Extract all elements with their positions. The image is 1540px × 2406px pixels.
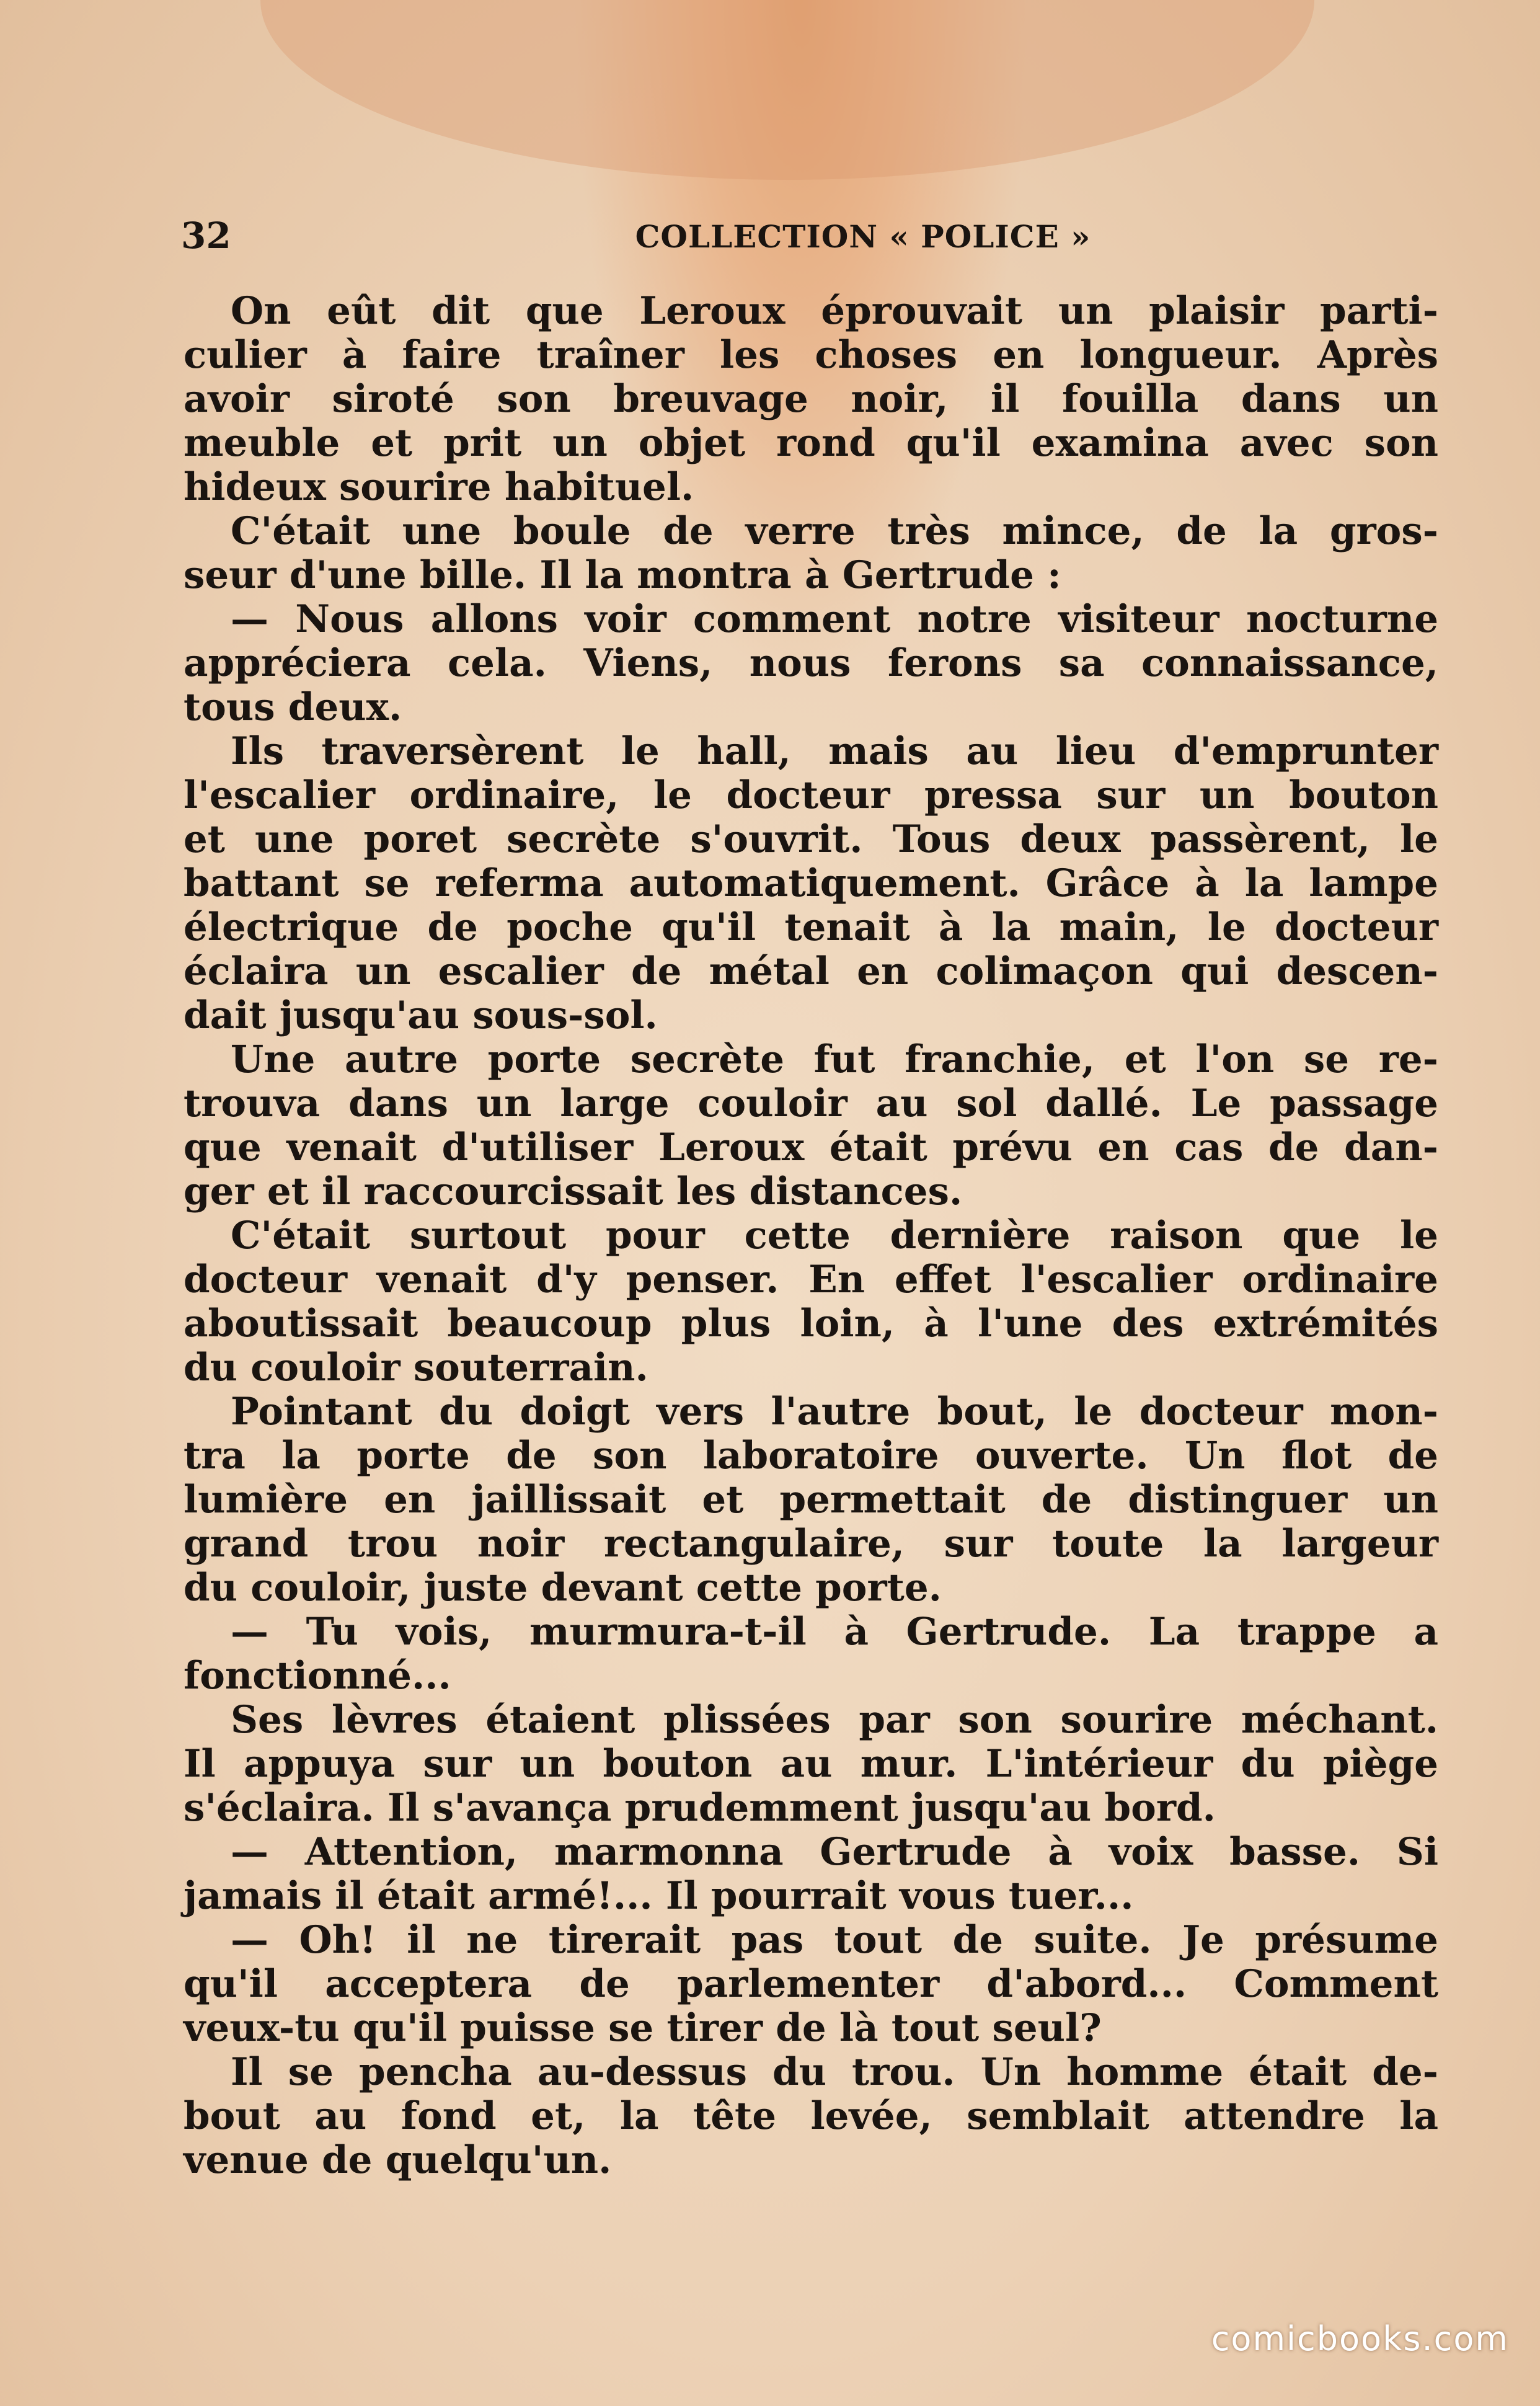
text-line: fonctionné... — [184, 1654, 451, 1698]
text-line: veux-tu qu'il puisse se tirer de là tout seul? — [184, 2006, 1102, 2050]
text-line: Une autre porte secrète fut franchie, et l'on se re- — [231, 1037, 1438, 1081]
text-line: bout au fond et, la tête levée, semblait attendre la — [184, 2094, 1438, 2138]
text-line: et une poret secrète s'ouvrit. Tous deux passèrent, le — [184, 817, 1438, 861]
text-line: du couloir, juste devant cette porte. — [184, 1566, 942, 1610]
text-line: avoir siroté son breuvage noir, il fouilla dans un — [184, 377, 1438, 421]
text-line: grand trou noir rectangulaire, sur toute la largeur — [184, 1522, 1438, 1566]
text-line: tous deux. — [184, 685, 402, 729]
text-line: dait jusqu'au sous-sol. — [184, 993, 658, 1037]
text-line: s'éclaira. Il s'avança prudemment jusqu'au bord. — [184, 1786, 1216, 1830]
text-line: qu'il acceptera de parlementer d'abord... Comment — [184, 1962, 1438, 2006]
text-line: trouva dans un large couloir au sol dallé. Le passage — [184, 1081, 1438, 1125]
text-line: venue de quelqu'un. — [184, 2138, 612, 2182]
text-line: tra la porte de son laboratoire ouverte. Un flot de — [184, 1434, 1438, 1478]
text-line: — Nous allons voir comment notre visiteur nocturne — [231, 597, 1438, 641]
text-line: seur d'une bille. Il la montra à Gertrude : — [184, 553, 1061, 597]
text-line: — Attention, marmonna Gertrude à voix basse. Si — [231, 1830, 1438, 1874]
text-line: appréciera cela. Viens, nous ferons sa connaissance, — [184, 641, 1438, 685]
text-line: — Oh! il ne tirerait pas tout de suite. Je présume — [231, 1918, 1438, 1962]
page-number: 32 — [181, 215, 231, 257]
text-line: Il se pencha au-dessus du trou. Un homme était de- — [231, 2050, 1438, 2094]
text-line: battant se referma automatiquement. Grâce à la lampe — [184, 861, 1438, 905]
watermark: comicbooks.com — [1211, 2319, 1509, 2358]
text-line: jamais il était armé!... Il pourrait vous tuer... — [184, 1874, 1134, 1918]
text-line: docteur venait d'y penser. En effet l'escalier ordinaire — [184, 1258, 1438, 1302]
page-header — [181, 211, 1440, 260]
text-line: aboutissait beaucoup plus loin, à l'une des extrémités — [184, 1302, 1438, 1346]
text-line: Ils traversèrent le hall, mais au lieu d'emprunter — [231, 729, 1438, 773]
text-line: hideux sourire habituel. — [184, 465, 694, 509]
text-line: On eût dit que Leroux éprouvait un plaisir parti- — [231, 289, 1438, 333]
text-line: l'escalier ordinaire, le docteur pressa sur un bouton — [184, 773, 1438, 817]
text-line: ger et il raccourcissait les distances. — [184, 1170, 963, 1214]
text-body — [184, 289, 1438, 2182]
text-line: C'était surtout pour cette dernière raison que le — [231, 1214, 1438, 1258]
running-title: COLLECTION « POLICE » — [635, 218, 1091, 255]
text-line: lumière en jaillissait et permettait de distinguer un — [184, 1478, 1438, 1522]
text-line: Il appuya sur un bouton au mur. L'intérieur du piège — [184, 1742, 1438, 1786]
text-line: C'était une boule de verre très mince, de la gros- — [231, 509, 1438, 553]
text-line: culier à faire traîner les choses en longueur. Après — [184, 333, 1438, 377]
text-line: éclaira un escalier de métal en colimaçon qui descen- — [184, 949, 1438, 993]
text-line: du couloir souterrain. — [184, 1346, 648, 1390]
text-line: que venait d'utiliser Leroux était prévu en cas de dan- — [184, 1125, 1438, 1170]
text-line: électrique de poche qu'il tenait à la main, le docteur — [184, 905, 1438, 949]
page-stain — [260, 0, 1314, 180]
text-line: Pointant du doigt vers l'autre bout, le docteur mon- — [231, 1390, 1438, 1434]
text-line: — Tu vois, murmura-t-il à Gertrude. La trappe a — [231, 1610, 1438, 1654]
text-line: meuble et prit un objet rond qu'il examina avec son — [184, 421, 1438, 465]
text-line: Ses lèvres étaient plissées par son sourire méchant. — [231, 1698, 1438, 1742]
